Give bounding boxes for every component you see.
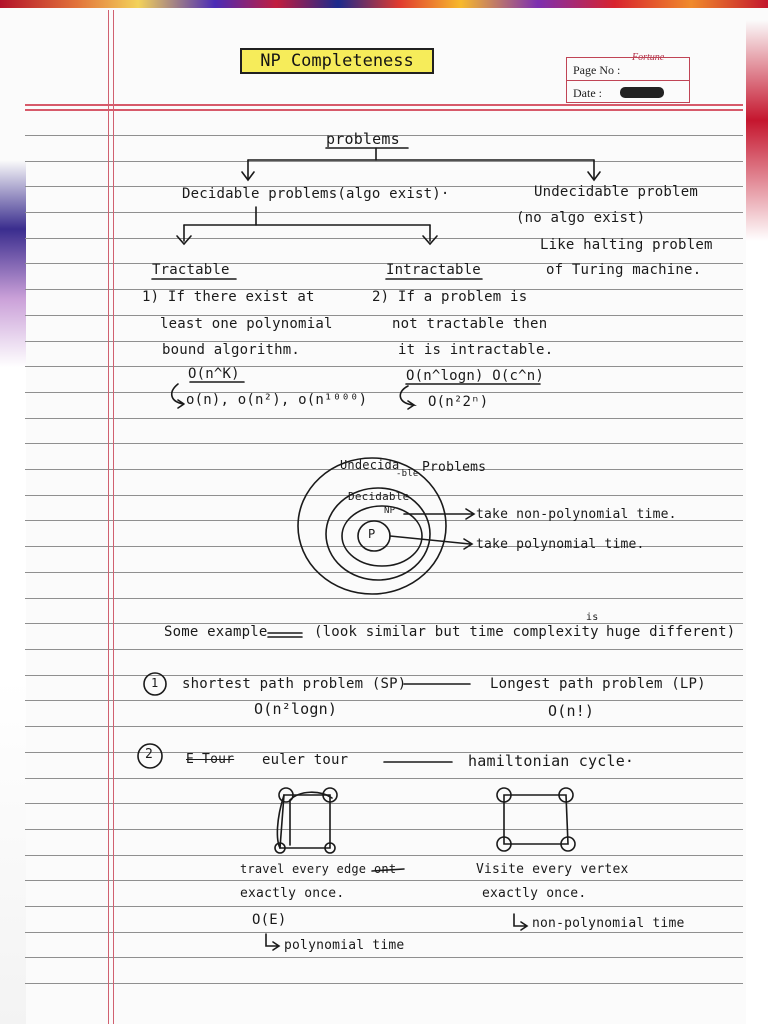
euler-desc-struck: ont <box>374 862 397 876</box>
venn-problems-label: Problems <box>422 460 487 475</box>
longest-path-label: Longest path problem (LP) <box>490 676 706 692</box>
venn-np-label: NP <box>384 506 396 516</box>
p-time-label: take polynomial time. <box>476 537 645 552</box>
euler-desc-line: exactly once. <box>240 886 345 901</box>
example-note-is: is <box>586 612 599 623</box>
problems-root-label: problems <box>326 130 400 148</box>
hamiltonian-desc-line: Visite every vertex <box>476 862 629 877</box>
euler-tour-label: euler tour <box>262 752 349 768</box>
euler-time: polynomial time <box>284 938 405 953</box>
intractable-label: Intractable <box>386 262 481 278</box>
euler-order: O(E) <box>252 912 287 928</box>
page-title: NP Completeness <box>240 48 434 74</box>
tractable-def-line: bound algorithm. <box>162 342 301 358</box>
hook-arrow-icon <box>400 386 414 409</box>
np-circle <box>342 506 422 566</box>
some-example-label: Some example <box>164 624 268 640</box>
venn-p-label: P <box>368 527 376 541</box>
hook-arrow-icon <box>266 934 279 950</box>
hamiltonian-desc-line: exactly once. <box>482 886 587 901</box>
hamiltonian-cycle-label: hamiltonian cycle· <box>468 752 635 770</box>
brand-logo: Fortune <box>632 52 665 63</box>
struck-text: E Tour <box>186 752 235 767</box>
tractable-label: Tractable <box>152 262 230 278</box>
p-arrow <box>390 536 472 549</box>
undecidable-label: Undecidable problem <box>534 184 698 200</box>
decidable-label: Decidable problems(algo exist)· <box>182 186 450 202</box>
dash-line <box>268 633 302 637</box>
hamiltonian-graph <box>497 788 575 851</box>
intractable-def-line: it is intractable. <box>398 342 554 358</box>
shortest-path-label: shortest path problem (SP) <box>182 676 407 692</box>
tractable-def-line: least one polynomial <box>160 316 333 332</box>
tractable-order: O(n^K) <box>188 366 240 382</box>
date-label: Date : <box>573 86 602 100</box>
venn-decidable-label: Decidable <box>348 490 410 503</box>
hook-arrow-icon <box>172 384 184 408</box>
np-time-label: take non-polynomial time. <box>476 507 677 522</box>
hamiltonian-time: non-polynomial time <box>532 916 685 931</box>
venn-undecidable-label: Undecida <box>340 458 400 472</box>
example-note: (look similar but time complexity <box>314 624 599 640</box>
undecidable-note: (no algo exist) <box>516 210 646 226</box>
undecidable-example-2: of Turing machine. <box>546 262 702 278</box>
euler-desc-line: travel every edge <box>240 862 367 876</box>
example-note-end: huge different) <box>606 624 736 640</box>
intractable-def-line: not tractable then <box>392 316 548 332</box>
intractable-def-line: 2) If a problem is <box>372 289 528 305</box>
undecidable-example: Like halting problem <box>540 237 713 253</box>
intractable-order: O(n^logn) O(c^n) <box>406 368 545 384</box>
tractable-def-line: 1) If there exist at <box>142 289 315 305</box>
longest-path-order: O(n!) <box>548 702 595 720</box>
tractable-examples: o(n), o(n²), o(n¹⁰⁰⁰) <box>186 392 368 408</box>
example-number: 1 <box>151 676 159 690</box>
euler-graph <box>275 788 337 853</box>
hook-arrow-icon <box>514 914 527 930</box>
page-no-label: Page No : <box>573 63 621 77</box>
venn-undecidable-suffix: -ble. <box>396 469 425 479</box>
intractable-examples: O(n²2ⁿ) <box>428 394 489 410</box>
example-number: 2 <box>145 747 154 762</box>
shortest-path-order: O(n²logn) <box>254 700 338 718</box>
